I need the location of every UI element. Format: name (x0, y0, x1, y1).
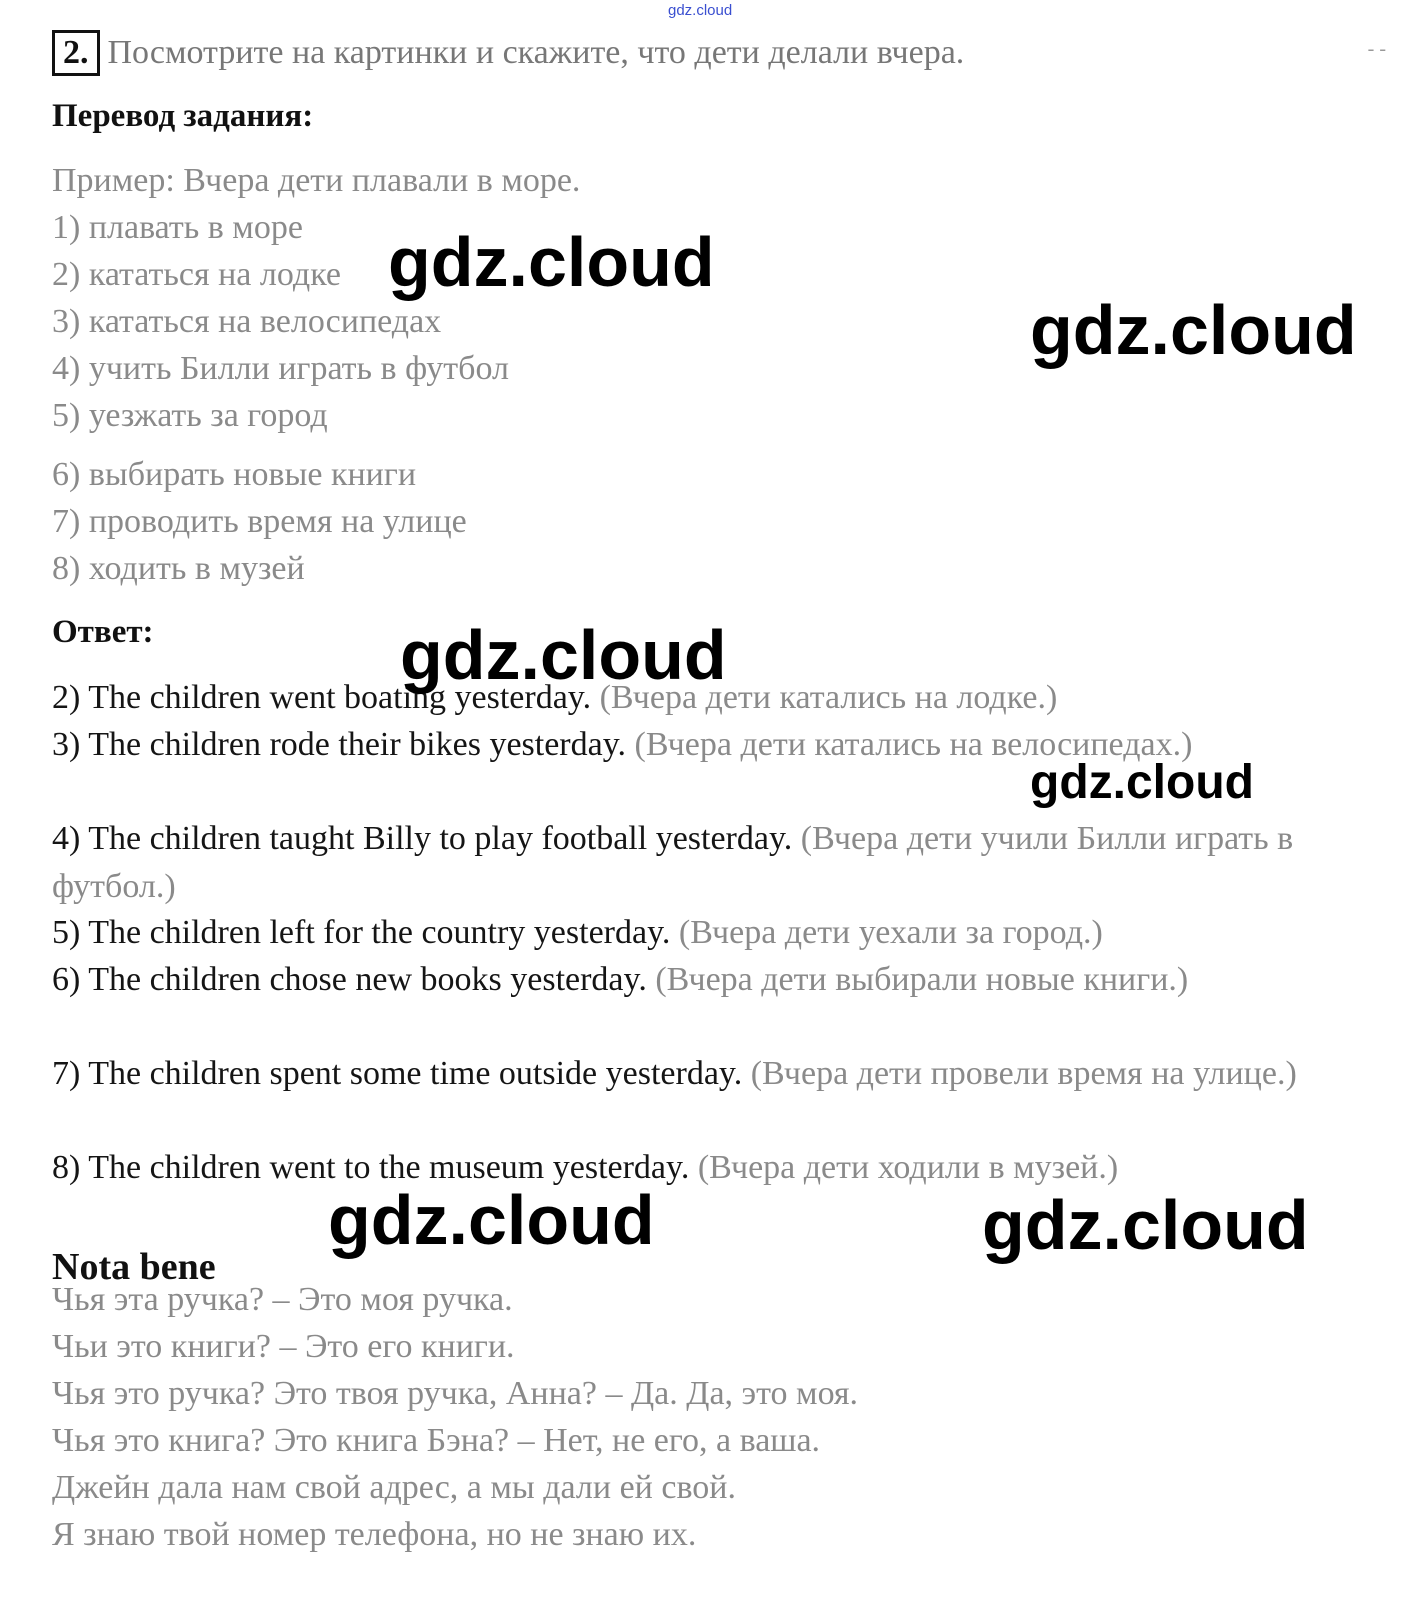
answer-english: 8) The children went to the museum yesterday. (52, 1149, 690, 1186)
answer-russian: (Вчера дети катались на велосипедах.) (634, 726, 1193, 763)
nota-bene-line: Чья эта ручка? – Это моя ручка. (52, 1281, 513, 1318)
translation-item: 8) ходить в музей (52, 550, 305, 587)
answer-russian: (Вчера дети катались на лодке.) (599, 679, 1058, 716)
translation-heading: Перевод задания: (52, 98, 314, 134)
translation-item: 5) уезжать за город (52, 397, 328, 434)
translation-example: Пример: Вчера дети плавали в море. (52, 162, 581, 199)
answer-item (52, 909, 1342, 957)
answer-item (52, 815, 1342, 911)
nota-bene-line: Чьи это книги? – Это его книги. (52, 1328, 515, 1365)
translation-item: 3) кататься на велосипедах (52, 303, 442, 340)
nota-bene-line: Джейн дала нам свой адрес, а мы дали ей свой. (52, 1469, 736, 1506)
translation-item: 1) плавать в море (52, 209, 303, 246)
watermark: gdz.cloud (982, 1186, 1309, 1264)
task-instruction: Посмотрите на картинки и скажите, что дети делали вчера. (107, 34, 965, 71)
answer-item (52, 1050, 1342, 1098)
answer-russian: (Вчера дети учили Билли играть в футбол.) (52, 820, 1294, 905)
answer-english: 6) The children chose new books yesterday. (52, 961, 647, 998)
watermark: gdz.cloud (388, 223, 715, 301)
translation-item: 6) выбирать новые книги (52, 456, 417, 493)
answer-russian: (Вчера дети ходили в музей.) (697, 1149, 1119, 1186)
corner-mark: - - (1367, 38, 1386, 60)
nota-bene-line: Я знаю твой номер телефона, но не знаю их. (52, 1516, 697, 1553)
top-watermark: gdz.cloud (668, 2, 733, 19)
answer-english: 7) The children spent some time outside yesterday. (52, 1055, 743, 1092)
watermark: gdz.cloud (1030, 291, 1357, 369)
translation-item: 7) проводить время на улице (52, 503, 467, 540)
nota-bene-heading: Nota bene (52, 1246, 216, 1288)
watermark: gdz.cloud (1030, 756, 1254, 809)
answer-russian: (Вчера дети уехали за город.) (678, 914, 1103, 951)
answer-russian: (Вчера дети выбирали новые книги.) (655, 961, 1189, 998)
translation-item: 2) кататься на лодке (52, 256, 341, 293)
nota-bene-line: Чья это книга? Это книга Бэна? – Нет, не его, а ваша. (52, 1422, 821, 1459)
answer-english: 5) The children left for the country yesterday. (52, 914, 671, 951)
answer-english: 3) The children rode their bikes yesterday. (52, 726, 627, 763)
translation-item: 4) учить Билли играть в футбол (52, 350, 509, 387)
task-number: 2. (52, 30, 100, 76)
answer-item (52, 956, 1342, 1004)
task-header (52, 30, 964, 76)
watermark: gdz.cloud (328, 1181, 655, 1259)
answer-english: 4) The children taught Billy to play football yesterday. (52, 820, 793, 857)
watermark: gdz.cloud (400, 616, 727, 694)
answer-russian: (Вчера дети провели время на улице.) (750, 1055, 1297, 1092)
nota-bene-line: Чья это ручка? Это твоя ручка, Анна? – Да. Да, это моя. (52, 1375, 859, 1412)
answer-english: 2) The children went boating yesterday. (52, 679, 592, 716)
answer-heading: Ответ: (52, 614, 154, 650)
